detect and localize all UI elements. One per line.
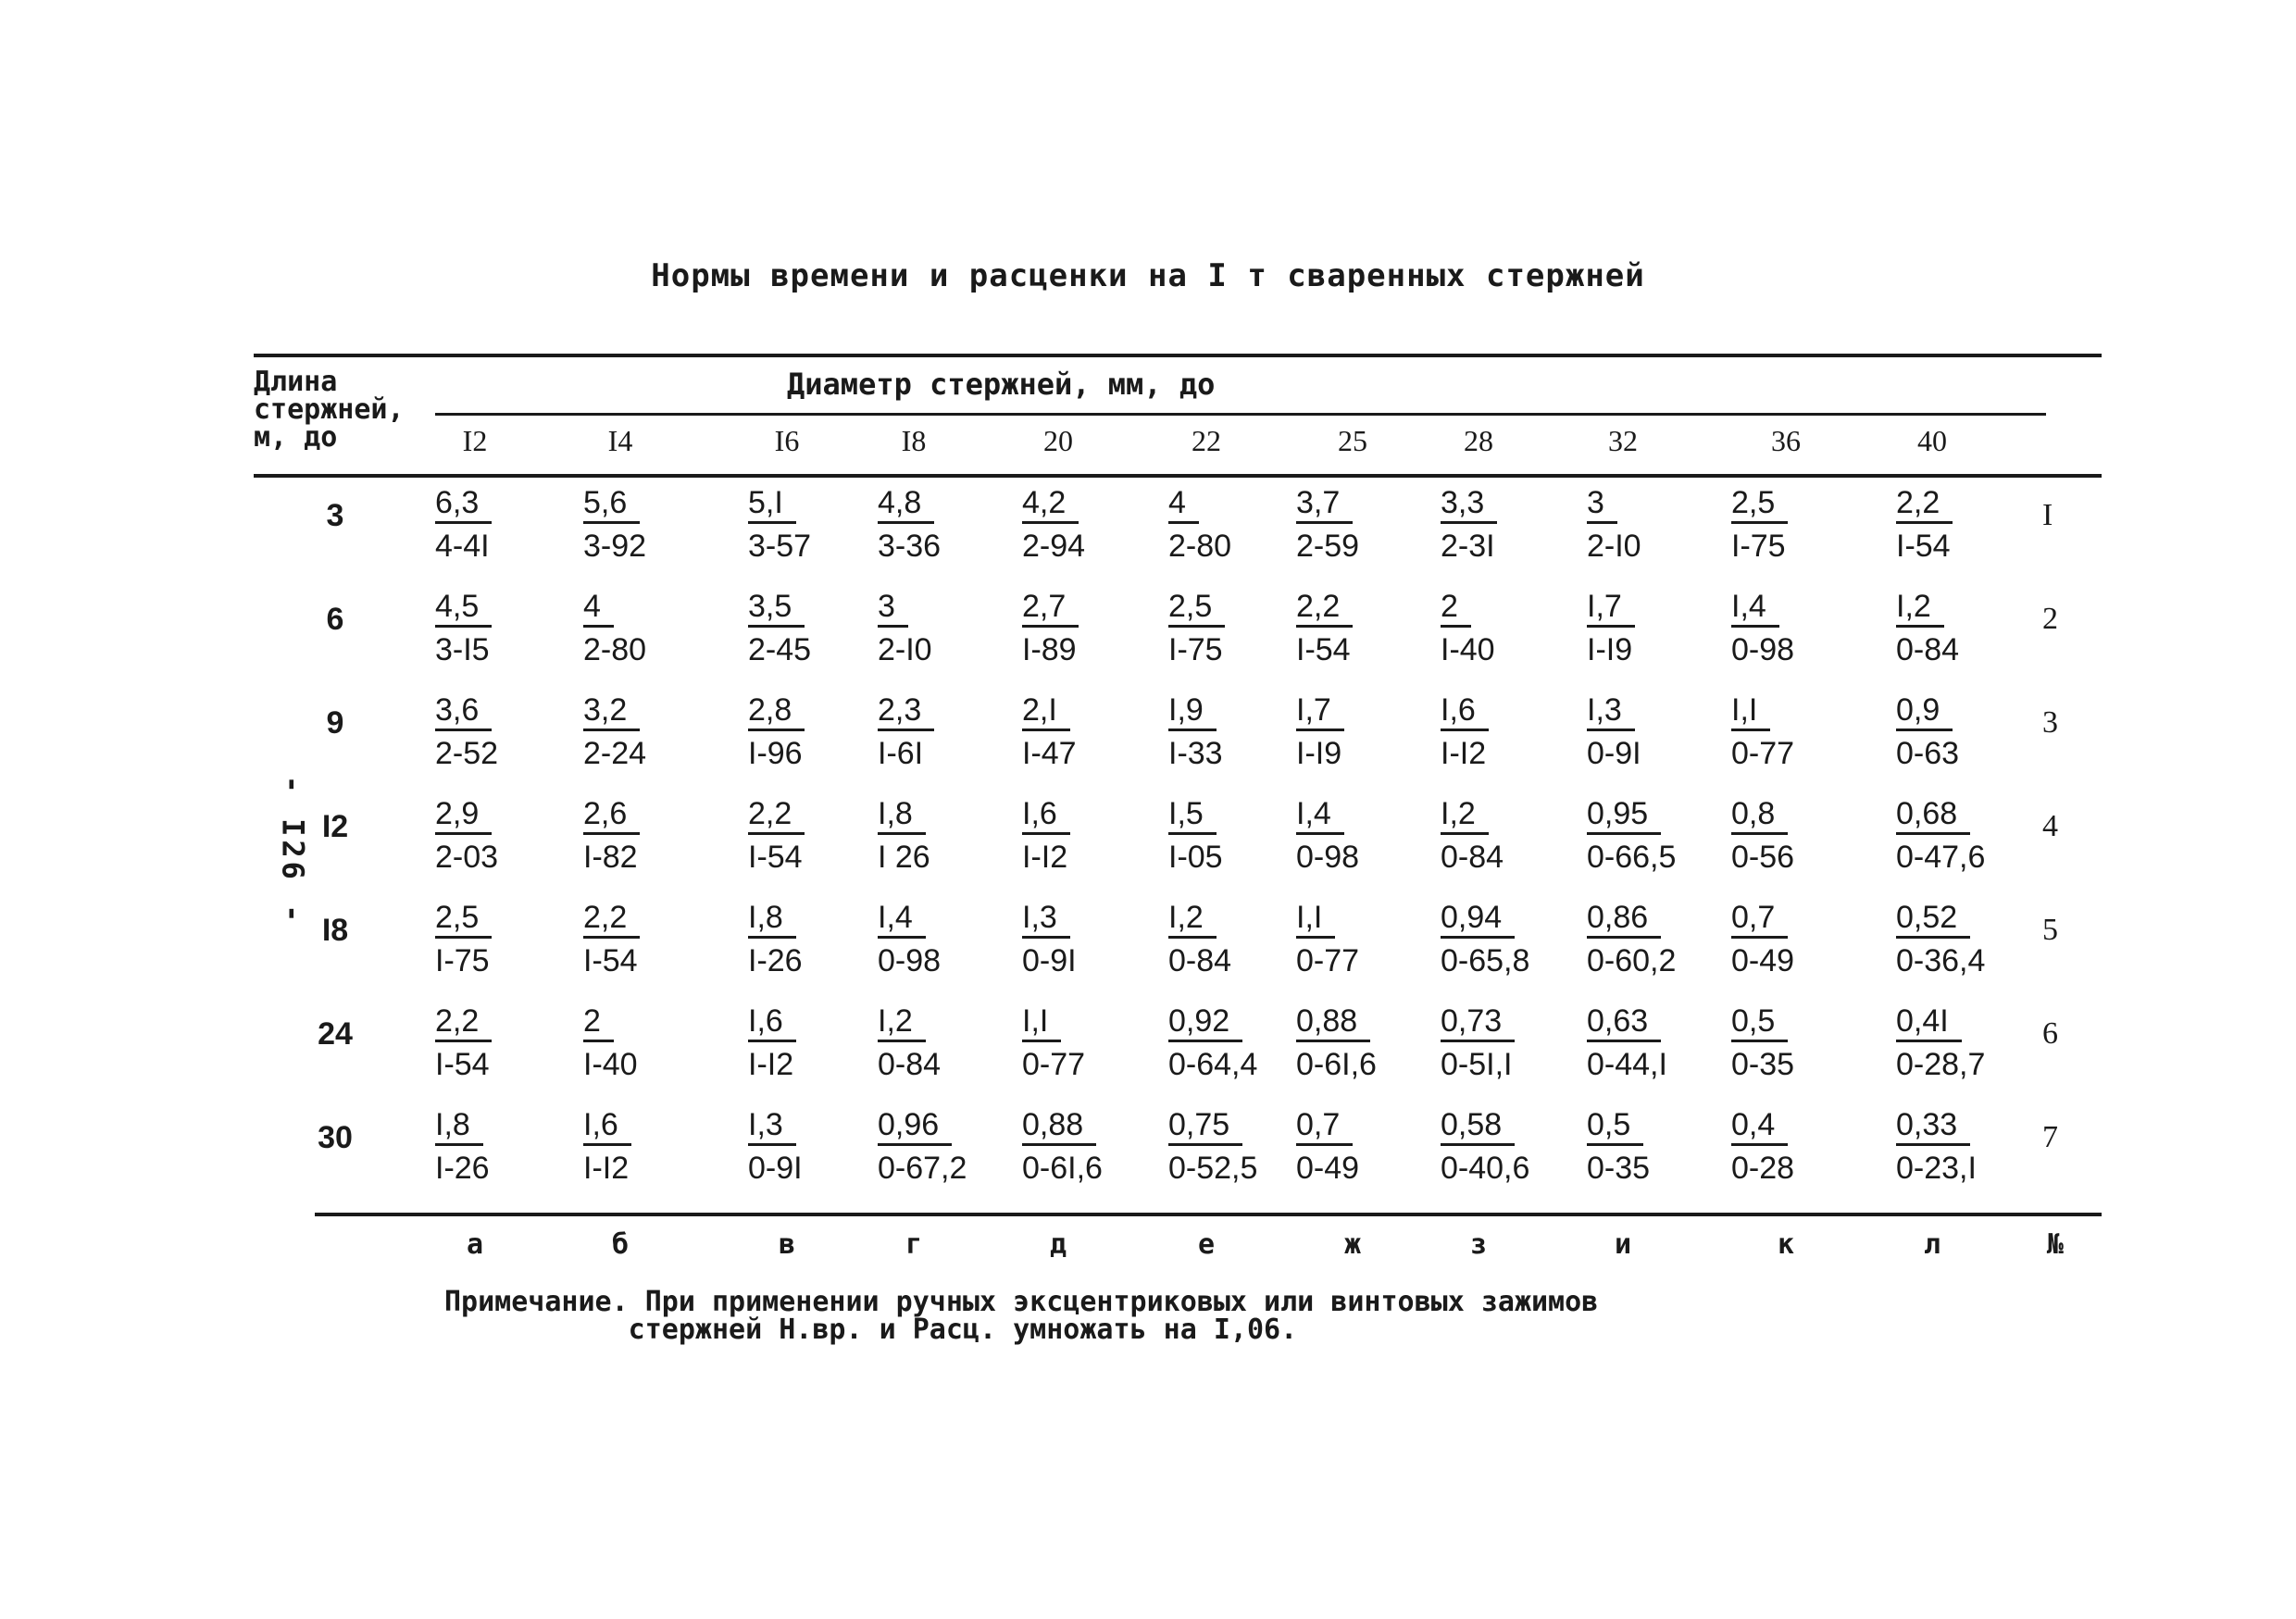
time-norm: I,I	[1731, 691, 1770, 731]
time-norm: 6,3	[435, 484, 492, 524]
time-norm: 2,9	[435, 795, 492, 835]
rate-value: 0-6I,6	[1296, 1047, 1377, 1082]
time-norm: 2,2	[748, 795, 805, 835]
table-cell	[1022, 1000, 1085, 1087]
column-letter: г	[905, 1228, 923, 1261]
rate-value: 0-9I	[748, 1151, 803, 1186]
table-cell	[748, 1103, 803, 1190]
table-cell	[1296, 896, 1359, 983]
time-norm: I,2	[1168, 899, 1217, 939]
table-cell	[1731, 792, 1794, 879]
table-bottom-rule	[315, 1213, 2102, 1216]
table-cell	[1168, 1000, 1257, 1087]
time-norm: 2	[583, 1003, 614, 1042]
column-header: 32	[1608, 424, 1638, 457]
rate-value: I-6I	[878, 736, 924, 771]
time-norm: I,8	[435, 1106, 483, 1146]
time-norm: I,6	[1441, 691, 1489, 731]
column-header: 28	[1464, 424, 1493, 457]
length-header: Длина стержней, м, до	[254, 366, 405, 454]
rate-value: I-47	[1022, 736, 1077, 771]
table-cell	[435, 792, 498, 879]
table-cell	[1896, 1103, 1977, 1190]
time-norm: 3,5	[748, 588, 805, 628]
time-norm: 0,58	[1441, 1106, 1515, 1146]
table-cell	[878, 896, 941, 983]
rate-value: 0-56	[1731, 840, 1795, 875]
time-norm: 0,95	[1587, 795, 1661, 835]
time-norm: 4,8	[878, 484, 934, 524]
time-norm: 2,5	[435, 899, 492, 939]
time-norm: I,4	[1731, 588, 1779, 628]
column-header: 22	[1192, 424, 1221, 457]
rate-value: I-54	[748, 840, 803, 875]
time-norm: I,3	[1587, 691, 1635, 731]
row-number: 5	[2042, 913, 2058, 947]
table-cell	[1168, 896, 1231, 983]
time-norm: I,8	[878, 795, 926, 835]
time-norm: 0,86	[1587, 899, 1661, 939]
table-cell	[1441, 481, 1497, 568]
table-cell	[435, 689, 498, 776]
rate-value: 0-23,I	[1896, 1151, 1977, 1186]
time-norm: I,6	[748, 1003, 796, 1042]
table-cell	[1587, 896, 1676, 983]
table-cell	[1168, 689, 1223, 776]
table-cell	[1731, 481, 1788, 568]
rate-value: I-I9	[1587, 632, 1633, 667]
rate-value: 0-35	[1587, 1151, 1651, 1186]
time-norm: 0,4I	[1896, 1003, 1962, 1042]
rate-value: 0-9I	[1022, 943, 1077, 978]
table-cell	[435, 1103, 490, 1190]
row-number: 6	[2042, 1016, 2058, 1051]
time-norm: 0,4	[1731, 1106, 1788, 1146]
column-letter: л	[1923, 1228, 1941, 1261]
table-cell	[1587, 481, 1641, 568]
table-cell	[583, 1103, 631, 1190]
table-cell	[1296, 585, 1353, 672]
rate-value: 0-47,6	[1896, 840, 1986, 875]
column-letter: и	[1614, 1228, 1632, 1261]
rate-value: 0-9I	[1587, 736, 1641, 771]
rate-value: 2-52	[435, 736, 499, 771]
table-cell	[1022, 689, 1077, 776]
column-letter: б	[611, 1228, 630, 1261]
time-norm: 0,88	[1296, 1003, 1370, 1042]
table-cell	[435, 896, 492, 983]
table-cell	[1441, 689, 1489, 776]
rate-value: 0-28	[1731, 1151, 1795, 1186]
row-length: 9	[326, 705, 344, 741]
time-norm: I,I	[1022, 1003, 1061, 1042]
time-norm: I,6	[583, 1106, 631, 1146]
time-norm: I,6	[1022, 795, 1070, 835]
table-cell	[1296, 1000, 1377, 1087]
rate-value: I-I9	[1296, 736, 1342, 771]
table-cell	[583, 1000, 638, 1087]
rate-value: I-I2	[583, 1151, 630, 1186]
time-norm: 0,68	[1896, 795, 1970, 835]
time-norm: 3,3	[1441, 484, 1497, 524]
diameter-header: Диаметр стержней, мм, до	[787, 367, 1216, 402]
table-cell	[1896, 1000, 1985, 1087]
time-norm: 0,9	[1896, 691, 1953, 731]
table-cell	[878, 585, 932, 672]
row-length: 24	[318, 1016, 353, 1052]
table-cell	[1731, 1000, 1794, 1087]
time-norm: 3	[1587, 484, 1617, 524]
table-cell	[1168, 481, 1231, 568]
column-letter: а	[466, 1228, 484, 1261]
table-cell	[748, 792, 805, 879]
table-cell	[878, 1000, 941, 1087]
rate-value: 2-80	[583, 632, 647, 667]
time-norm: 4	[583, 588, 614, 628]
table-cell	[878, 792, 930, 879]
time-norm: 0,88	[1022, 1106, 1096, 1146]
table-cell	[1296, 1103, 1359, 1190]
time-norm: 3,7	[1296, 484, 1353, 524]
rate-value: 0-84	[878, 1047, 942, 1082]
table-cell	[748, 896, 803, 983]
column-header: I8	[901, 424, 927, 457]
time-norm: 0,52	[1896, 899, 1970, 939]
table-cell	[1022, 1103, 1103, 1190]
rate-value: 0-77	[1022, 1047, 1086, 1082]
table-cell	[748, 689, 805, 776]
rate-value: 0-35	[1731, 1047, 1795, 1082]
page-title: Нормы времени и расценки на I т сваренных стержней	[651, 257, 1645, 294]
table-cell	[1731, 1103, 1794, 1190]
time-norm: I,I	[1296, 899, 1335, 939]
time-norm: 2	[1441, 588, 1471, 628]
table-cell	[748, 481, 811, 568]
time-norm: 2,2	[435, 1003, 492, 1042]
rate-value: 0-49	[1296, 1151, 1360, 1186]
rate-value: 0-98	[1731, 632, 1795, 667]
time-norm: 2,I	[1022, 691, 1070, 731]
rate-value: 3-36	[878, 529, 942, 564]
table-cell	[1441, 896, 1529, 983]
row-length: 3	[326, 498, 344, 533]
table-cell	[1022, 792, 1070, 879]
row-length: 30	[318, 1120, 353, 1155]
time-norm: 0,92	[1168, 1003, 1242, 1042]
table-cell	[583, 792, 640, 879]
rate-value: 2-I0	[878, 632, 932, 667]
table-cell	[1896, 792, 1985, 879]
table-cell	[1441, 1103, 1529, 1190]
time-norm: I,4	[878, 899, 926, 939]
rate-value: 2-94	[1022, 529, 1086, 564]
table-cell	[583, 689, 646, 776]
rate-value: I-75	[1731, 529, 1786, 564]
table-cell	[1731, 896, 1794, 983]
time-norm: 0,94	[1441, 899, 1515, 939]
row-length: I8	[321, 913, 349, 948]
table-cell	[1587, 1103, 1650, 1190]
rate-value: 0-52,5	[1168, 1151, 1258, 1186]
table-cell	[435, 481, 492, 568]
time-norm: 0,7	[1296, 1106, 1353, 1146]
time-norm: I,2	[1896, 588, 1944, 628]
time-norm: 2,2	[1296, 588, 1353, 628]
rate-value: I-54	[1896, 529, 1951, 564]
rate-value: I-75	[1168, 632, 1223, 667]
time-norm: 0,5	[1587, 1106, 1643, 1146]
time-norm: 2,2	[583, 899, 640, 939]
time-norm: 3,6	[435, 691, 492, 731]
time-norm: 0,96	[878, 1106, 952, 1146]
table-cell	[1296, 689, 1344, 776]
time-norm: I,8	[748, 899, 796, 939]
time-norm: 4,5	[435, 588, 492, 628]
rate-value: 0-64,4	[1168, 1047, 1258, 1082]
footnote: Примечание. При применении ручных эксцентриковых или винтовых зажимов стержней Н.вр. и Расц. умножать на I,06.	[444, 1286, 1599, 1346]
rate-value: 2-24	[583, 736, 647, 771]
table-cell	[1587, 1000, 1667, 1087]
table-cell	[435, 1000, 492, 1087]
number-sign: №	[2046, 1228, 2065, 1261]
time-norm: I,4	[1296, 795, 1344, 835]
rate-value: 0-44,I	[1587, 1047, 1667, 1082]
rate-value: 2-80	[1168, 529, 1232, 564]
table-cell	[1896, 481, 1953, 568]
column-header: I4	[607, 424, 633, 457]
time-norm: 0,5	[1731, 1003, 1788, 1042]
rate-value: 0-60,2	[1587, 943, 1677, 978]
rate-value: I-96	[748, 736, 803, 771]
column-letter: з	[1469, 1228, 1488, 1261]
time-norm: 3,2	[583, 691, 640, 731]
rate-value: I-26	[748, 943, 803, 978]
table-cell	[583, 585, 646, 672]
column-header: I6	[774, 424, 800, 457]
page-number: - I26 -	[275, 775, 311, 927]
column-header: 36	[1771, 424, 1801, 457]
column-header: 25	[1338, 424, 1367, 457]
time-norm: 0,75	[1168, 1106, 1242, 1146]
rate-value: I 26	[878, 840, 930, 875]
table-top-rule	[254, 354, 2102, 357]
rate-value: I-33	[1168, 736, 1223, 771]
table-cell	[748, 1000, 796, 1087]
table-cell	[878, 1103, 967, 1190]
rate-value: I-89	[1022, 632, 1077, 667]
table-cell	[1296, 792, 1359, 879]
time-norm: 2,2	[1896, 484, 1953, 524]
rate-value: 0-63	[1896, 736, 1960, 771]
rate-value: I-40	[583, 1047, 638, 1082]
time-norm: I,5	[1168, 795, 1217, 835]
time-norm: 2,6	[583, 795, 640, 835]
rate-value: 4-4I	[435, 529, 490, 564]
table-cell	[1022, 896, 1077, 983]
row-number: 3	[2042, 705, 2058, 740]
rate-value: 0-65,8	[1441, 943, 1530, 978]
column-letter: в	[778, 1228, 796, 1261]
rate-value: 0-40,6	[1441, 1151, 1530, 1186]
column-letter: д	[1049, 1228, 1067, 1261]
time-norm: 3	[878, 588, 908, 628]
row-number: 7	[2042, 1120, 2058, 1154]
time-norm: 2,5	[1731, 484, 1788, 524]
time-norm: I,2	[878, 1003, 926, 1042]
row-number: 4	[2042, 809, 2058, 843]
rate-value: 0-36,4	[1896, 943, 1986, 978]
rate-value: 2-I0	[1587, 529, 1641, 564]
table-cell	[1296, 481, 1359, 568]
table-cell	[1168, 792, 1223, 879]
table-cell	[878, 481, 941, 568]
time-norm: 4	[1168, 484, 1199, 524]
table-cell	[1168, 585, 1225, 672]
time-norm: 5,6	[583, 484, 640, 524]
time-norm: 2,5	[1168, 588, 1225, 628]
time-norm: 0,7	[1731, 899, 1788, 939]
column-letter: к	[1777, 1228, 1795, 1261]
time-norm: 0,8	[1731, 795, 1788, 835]
time-norm: 4,2	[1022, 484, 1079, 524]
rate-value: 3-I5	[435, 632, 490, 667]
table-cell	[1441, 585, 1495, 672]
rate-value: 3-92	[583, 529, 647, 564]
time-norm: 0,73	[1441, 1003, 1515, 1042]
row-number: 2	[2042, 602, 2058, 636]
rate-value: 2-59	[1296, 529, 1360, 564]
rate-value: 0-28,7	[1896, 1047, 1986, 1082]
rate-value: I-54	[435, 1047, 490, 1082]
rate-value: 0-67,2	[878, 1151, 967, 1186]
rate-value: I-54	[583, 943, 638, 978]
table-cell	[748, 585, 811, 672]
rate-value: 0-98	[878, 943, 942, 978]
rate-value: 0-49	[1731, 943, 1795, 978]
rate-value: 0-66,5	[1587, 840, 1677, 875]
table-cell	[1731, 585, 1794, 672]
table-cell	[583, 481, 646, 568]
rate-value: I-75	[435, 943, 490, 978]
rate-value: 0-6I,6	[1022, 1151, 1103, 1186]
time-norm: 0,33	[1896, 1106, 1970, 1146]
table-cell	[1022, 481, 1085, 568]
header-bottom-rule	[254, 474, 2102, 478]
rate-value: I-26	[435, 1151, 490, 1186]
rate-value: 2-03	[435, 840, 499, 875]
time-norm: I,7	[1587, 588, 1635, 628]
time-norm: I,7	[1296, 691, 1344, 731]
row-number: I	[2042, 498, 2053, 532]
time-norm: 2,7	[1022, 588, 1079, 628]
rate-value: I-I2	[1441, 736, 1487, 771]
rate-value: I-40	[1441, 632, 1495, 667]
rate-value: I-54	[1296, 632, 1351, 667]
time-norm: I,2	[1441, 795, 1489, 835]
column-header: 40	[1917, 424, 1947, 457]
time-norm: 2,3	[878, 691, 934, 731]
rate-value: 3-57	[748, 529, 812, 564]
table-cell	[1441, 1000, 1515, 1087]
table-cell	[1168, 1103, 1257, 1190]
table-cell	[583, 896, 640, 983]
time-norm: 2,8	[748, 691, 805, 731]
rate-value: I-05	[1168, 840, 1223, 875]
rate-value: I-I2	[748, 1047, 794, 1082]
time-norm: 5,I	[748, 484, 796, 524]
column-letter: ж	[1343, 1228, 1362, 1261]
column-header: I2	[462, 424, 488, 457]
table-cell	[1896, 689, 1959, 776]
rate-value: 0-84	[1896, 632, 1960, 667]
rate-value: 0-98	[1296, 840, 1360, 875]
column-header: 20	[1043, 424, 1073, 457]
rate-value: I-I2	[1022, 840, 1068, 875]
rate-value: 0-5I,I	[1441, 1047, 1513, 1082]
row-length: 6	[326, 602, 344, 637]
header-inner-rule	[435, 413, 2046, 416]
rate-value: 2-45	[748, 632, 812, 667]
table-cell	[1896, 896, 1985, 983]
table-cell	[1896, 585, 1959, 672]
table-cell	[1587, 792, 1676, 879]
table-cell	[1587, 689, 1641, 776]
rate-value: 2-3I	[1441, 529, 1495, 564]
table-cell	[1022, 585, 1079, 672]
rate-value: I-82	[583, 840, 638, 875]
row-length: I2	[321, 809, 349, 844]
rate-value: 0-77	[1296, 943, 1360, 978]
table-cell	[1731, 689, 1794, 776]
rate-value: 0-84	[1441, 840, 1504, 875]
rate-value: 0-77	[1731, 736, 1795, 771]
rate-value: 0-84	[1168, 943, 1232, 978]
column-letter: е	[1197, 1228, 1216, 1261]
time-norm: 0,63	[1587, 1003, 1661, 1042]
table-cell	[435, 585, 492, 672]
time-norm: I,3	[1022, 899, 1070, 939]
time-norm: I,3	[748, 1106, 796, 1146]
table-cell	[1587, 585, 1635, 672]
table-cell	[878, 689, 934, 776]
table-cell	[1441, 792, 1504, 879]
time-norm: I,9	[1168, 691, 1217, 731]
